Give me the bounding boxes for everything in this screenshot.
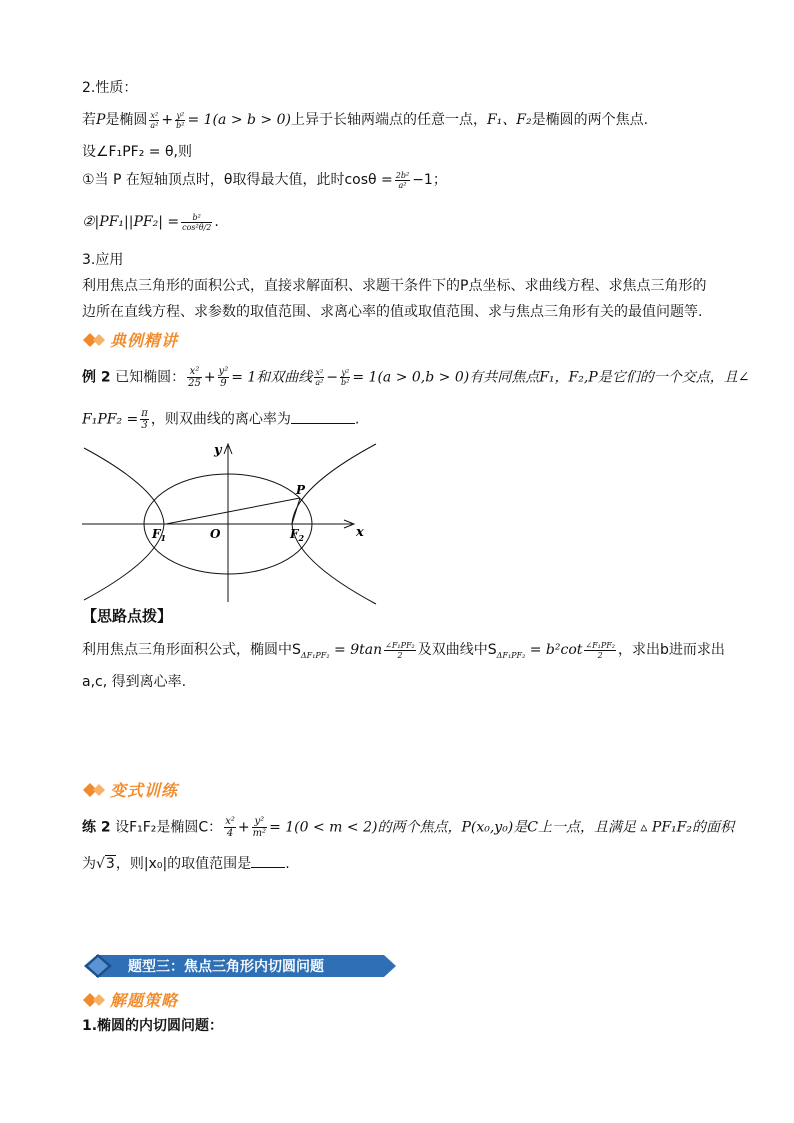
- segment-f1-p: [166, 498, 300, 524]
- property-item-1: ①当 P 在短轴顶点时，θ取得最大值，此时cosθ = $\frac{\text{2b²}}{\text{a²}}$ −1；: [82, 170, 447, 190]
- y-label: y: [214, 443, 222, 458]
- focus-f2-label: $F_2$: [290, 527, 305, 543]
- topic-bar: [82, 953, 398, 979]
- diamond-icon: [82, 781, 108, 799]
- application-para-2: 边所在直线方程、求参数的取值范围、求离心率的值或取值范围、求与焦点三角形有关的最值问题等.: [82, 304, 703, 320]
- section-heading-3: 3.应用: [82, 252, 124, 268]
- banner-variant: 变式训练: [82, 778, 178, 801]
- ellipse-hyperbola-figure: [82, 440, 382, 606]
- section-heading-2: 2.性质：: [82, 80, 138, 96]
- application-para-1: 利用焦点三角形的面积公式，直接求解面积、求题干条件下的P点坐标、求曲线方程、求焦点三角形的: [82, 278, 707, 294]
- incircle-heading: 1.椭圆的内切圆问题：: [82, 1018, 224, 1034]
- hint-heading: 【思路点拨】: [82, 607, 173, 625]
- segment-f2-p: [292, 498, 300, 524]
- example-2-line-2: F₁PF₂ = $\frac{\pi}{3}$ ，则双曲线的离心率为 .: [82, 408, 360, 431]
- diamond-icon: [82, 331, 108, 349]
- answer-blank: [251, 855, 285, 868]
- point-p-label: P: [296, 483, 306, 497]
- topic-title: 题型三：焦点三角形内切圆问题: [128, 959, 324, 975]
- focus-f1-label: $F_1$: [152, 527, 167, 543]
- ellipse-frac-y: $\frac{\text{y²}}{\text{b²}}$: [176, 110, 185, 130]
- property-line-1: 若P是椭圆 $\frac{\text{x²}}{\text{a²}}$ + $\frac{\text{y²}}{\text{b²}}$ = 1(a > b > 0)上异于长轴两端点的任意一点，F₁、F₂是椭圆的两个焦点.: [82, 110, 649, 130]
- example-2-line-1: 例 2 已知椭圆： $\frac{\text{x²}}{25}$ + $\frac{\text{y²}}{9}$ = 1和双曲线 $\frac{\text{x²}}{\text{a²}}$ − $\frac{\text{y²}}{\text{b²}}$ = 1(a > 0,b > 0)有共同焦点F₁，F₂,P是它们的一个交点，且∠: [82, 366, 750, 389]
- property-item-2: ②|PF₁||PF₂| = $\frac{\text{b²}}{\text{cos²θ/2}}$ .: [82, 212, 219, 232]
- banner-strategy: 解题策略: [82, 988, 178, 1011]
- hint-line-2: a,c, 得到离心率.: [82, 674, 187, 690]
- ellipse-frac-x: $\frac{\text{x²}}{\text{a²}}$: [150, 110, 159, 130]
- banner-example: 典例精讲: [82, 328, 178, 351]
- origin-label: O: [210, 527, 221, 541]
- answer-blank: [291, 411, 355, 424]
- hint-line-1: 利用焦点三角形面积公式，椭圆中$S_{\Delta F_1PF_2} = 9\tan$ $\frac{\text{∠F₁PF₂}}{2}$ 及双曲线中$S_{\Delta F_1PF_2} = b^2\cot$ $\frac{\text{∠F₁PF₂}}{2}$ ，求出b进而求出: [82, 640, 725, 660]
- practice-2-line-1: 练 2 设F₁F₂是椭圆C： $\frac{\text{x²}}{4}$ + $\frac{\text{y²}}{\text{m²}}$ = 1(0 < m < 2)的两个焦点，P(x₀,y₀)是C上一点，且满足 ▵ PF₁F₂的面积: [82, 816, 734, 839]
- property-line-2: 设∠F₁PF₂ = θ,则: [82, 144, 192, 160]
- diamond-icon: [82, 991, 108, 1009]
- practice-2-line-2: 为√3，则|x₀|的取值范围是 .: [82, 856, 290, 872]
- x-label: x: [356, 525, 364, 540]
